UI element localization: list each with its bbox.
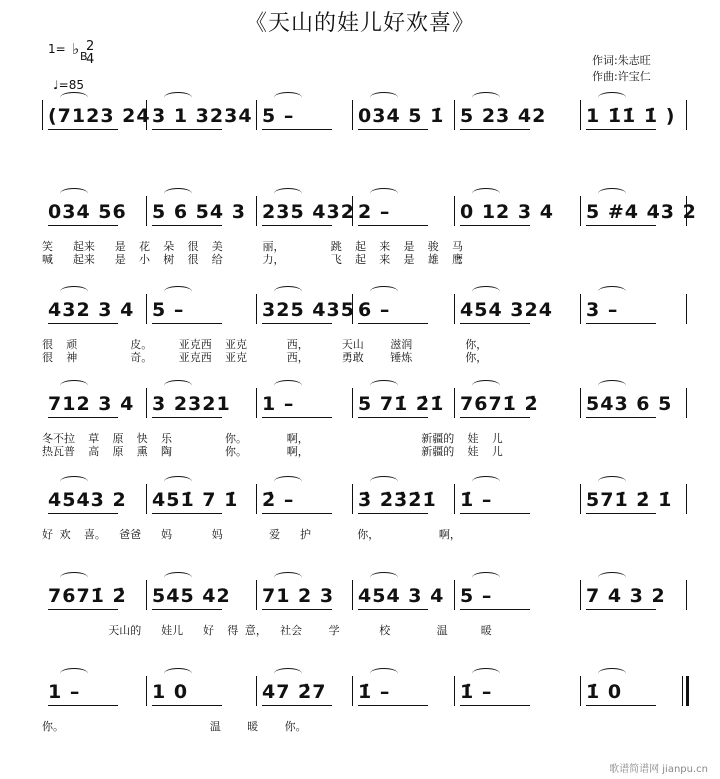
slur-arc (370, 188, 398, 199)
slur-arc (60, 188, 88, 199)
measure: (7123 24 (48, 105, 151, 127)
measure: 1̇ – (460, 489, 493, 511)
measure: 5 – (152, 299, 185, 321)
bar-line (682, 676, 683, 706)
beam-line (586, 225, 656, 226)
beam-line (460, 225, 530, 226)
measure: 2 – (358, 201, 391, 223)
beam-line (586, 323, 656, 324)
beam-line (48, 609, 118, 610)
measure: 71 2 3 (262, 585, 335, 607)
notes-line (42, 488, 690, 512)
measure: 1̇ 0 (586, 681, 623, 703)
beam-line (586, 705, 656, 706)
beam-line (48, 513, 118, 514)
slur-arc (274, 286, 302, 297)
bar-line (146, 196, 147, 226)
measure: 7671̇ 2̇ (460, 393, 539, 415)
beam-line (262, 609, 332, 610)
beam-line (586, 129, 656, 130)
bar-line (454, 294, 455, 324)
bar-line (256, 100, 257, 130)
beam-line (358, 609, 428, 610)
slur-arc (60, 92, 88, 103)
beam-line (262, 323, 332, 324)
beam-line (48, 323, 118, 324)
beam-line (586, 513, 656, 514)
slur-arc (164, 668, 192, 679)
bar-line (686, 676, 689, 706)
slur-arc (164, 572, 192, 583)
bar-line (146, 676, 147, 706)
bar-line (146, 484, 147, 514)
notes-line (42, 584, 690, 608)
bar-line (256, 196, 257, 226)
bar-line (352, 388, 353, 418)
slur-arc (598, 668, 626, 679)
measure: 235 432 (262, 201, 355, 223)
bar-line (256, 294, 257, 324)
lyric-line: 很 顽 皮。 亚克西 亚克 西， 天山 滋润 你， (42, 338, 488, 351)
beam-line (586, 417, 656, 418)
measure: 325 435 (262, 299, 355, 321)
measure: 1 – (48, 681, 81, 703)
measure: 3 1 3234 (152, 105, 253, 127)
slur-arc (472, 476, 500, 487)
beam-line (358, 705, 428, 706)
slur-arc (598, 188, 626, 199)
slur-arc (598, 92, 626, 103)
beam-line (152, 225, 222, 226)
page-title: 《天山的娃儿好欢喜》 (244, 11, 475, 36)
measure: 0 12 3 4 (460, 201, 554, 223)
bar-line (686, 294, 687, 324)
bar-line (454, 100, 455, 130)
slur-arc (472, 92, 500, 103)
key-prefix: 1= (48, 42, 66, 56)
beam-line (152, 513, 222, 514)
watermark: 歌谱简谱网 jianpu.cn (609, 764, 708, 775)
slur-arc (370, 476, 398, 487)
measure: 451̇ 7 1̇ (152, 489, 239, 511)
bar-line (42, 100, 43, 130)
tempo-mark: ♩=85 (53, 78, 84, 92)
lyric-line: 冬不拉 草 原 快 乐 你。 啊， 新疆的 娃 儿 (42, 432, 503, 445)
bar-line (256, 484, 257, 514)
slur-arc (598, 380, 626, 391)
notes-line (42, 392, 690, 416)
measure: 1 – (262, 393, 295, 415)
beam-line (48, 225, 118, 226)
beam-line (460, 417, 530, 418)
slur-arc (164, 476, 192, 487)
bar-line (580, 580, 581, 610)
slur-arc (274, 380, 302, 391)
measure: 454 3 4 (358, 585, 445, 607)
slur-arc (370, 92, 398, 103)
measure: 454 324 (460, 299, 553, 321)
slur-arc (164, 188, 192, 199)
slur-arc (472, 188, 500, 199)
beam-line (586, 609, 656, 610)
measure: 2̇ – (262, 489, 295, 511)
slur-arc (164, 380, 192, 391)
bar-line (580, 484, 581, 514)
slur-arc (598, 572, 626, 583)
measure: 5 – (262, 105, 295, 127)
beam-line (152, 705, 222, 706)
bar-line (686, 580, 687, 610)
slur-arc (598, 286, 626, 297)
slur-arc (60, 668, 88, 679)
beam-line (460, 513, 530, 514)
slur-arc (274, 476, 302, 487)
beam-line (48, 129, 118, 130)
lyric-line: 好 欢 喜。 爸爸 妈 妈 爱 护 你， 啊， (42, 528, 461, 541)
beam-line (262, 225, 332, 226)
beam-line (358, 129, 428, 130)
measure: 5 #4 43 2 (586, 201, 697, 223)
slur-arc (472, 572, 500, 583)
lyric-line: 很 神 奇。 亚克西 亚克 西， 勇敢 锤炼 你， (42, 351, 488, 364)
measure: 1 0 (152, 681, 189, 703)
measure: 3 2321 (152, 393, 231, 415)
bar-line (256, 676, 257, 706)
bar-line (580, 100, 581, 130)
time-top: 2 (86, 39, 95, 54)
bar-line (454, 484, 455, 514)
beam-line (152, 417, 222, 418)
beam-line (152, 323, 222, 324)
bar-line (146, 388, 147, 418)
beam-line (460, 609, 530, 610)
slur-arc (472, 668, 500, 679)
beam-line (48, 417, 118, 418)
measure: 712 3 4 (48, 393, 135, 415)
lyric-line: 喊 起来 是 小 树 很 给 力， 飞 起 来 是 雄 鹰 (42, 253, 464, 266)
beam-line (358, 417, 428, 418)
measure: 034 5 1̇ (358, 105, 445, 127)
time-signature (86, 40, 94, 66)
measure: 034 56 (48, 201, 127, 223)
slur-arc (164, 286, 192, 297)
bar-line (686, 484, 687, 514)
bar-line (352, 484, 353, 514)
slur-arc (598, 476, 626, 487)
bar-line (580, 294, 581, 324)
slur-arc (274, 668, 302, 679)
beam-line (152, 129, 222, 130)
beam-line (460, 323, 530, 324)
measure: 3̇ 2̇3̇2̇1̇ (358, 489, 437, 511)
beam-line (460, 705, 530, 706)
measure: 1 1̇1̇ 1̇ ) (586, 105, 676, 127)
slur-arc (370, 380, 398, 391)
bar-line (146, 294, 147, 324)
measure: 47 2̇7 (262, 681, 327, 703)
key-note: B (80, 50, 88, 63)
measure: 5 6 54 3 (152, 201, 246, 223)
bar-line (686, 100, 687, 130)
slur-arc (60, 286, 88, 297)
measure: 543 6 5 (586, 393, 673, 415)
measure: 571̇ 2̇ 1̇ (586, 489, 673, 511)
beam-line (152, 609, 222, 610)
notes-line (42, 200, 697, 224)
slur-arc (370, 572, 398, 583)
beam-line (48, 705, 118, 706)
beam-line (358, 225, 428, 226)
lyric-line: 笑 起来 是 花 朵 很 美 丽， 跳 起 来 是 骏 马 (42, 240, 464, 253)
bar-line (352, 580, 353, 610)
bar-line (686, 388, 687, 418)
lyric-line: 你。 温 暖 你。 (42, 720, 307, 733)
slur-arc (274, 572, 302, 583)
slur-arc (60, 476, 88, 487)
bar-line (580, 388, 581, 418)
beam-line (262, 129, 332, 130)
bar-line (352, 100, 353, 130)
flat-sign: ♭ (72, 40, 80, 58)
lyricist-credit: 作词:朱志旺 (592, 54, 651, 67)
bar-line (352, 676, 353, 706)
bar-line (256, 388, 257, 418)
bar-line (580, 196, 581, 226)
slur-arc (370, 286, 398, 297)
measure: 545 42 (152, 585, 231, 607)
slur-arc (472, 380, 500, 391)
measure: 5 23 42 (460, 105, 547, 127)
beam-line (262, 417, 332, 418)
beam-line (262, 513, 332, 514)
measure: 7671̇ 2̇ (48, 585, 127, 607)
measure: 432 3 4 (48, 299, 135, 321)
beam-line (460, 129, 530, 130)
lyric-line: 天山的 娃儿 好 得 意， 社会 学 校 温 暖 (42, 624, 492, 637)
measure: 7 4 3 2 (586, 585, 666, 607)
bar-line (454, 580, 455, 610)
beam-line (262, 705, 332, 706)
bar-line (580, 676, 581, 706)
measure: 6 – (358, 299, 391, 321)
measure: 5 71̇ 2̇1̇ (358, 393, 445, 415)
slur-arc (164, 92, 192, 103)
beam-line (358, 323, 428, 324)
measure: 1̇ – (358, 681, 391, 703)
time-bottom: 4 (86, 52, 95, 67)
bar-line (454, 196, 455, 226)
measure: 4543 2 (48, 489, 127, 511)
slur-arc (370, 668, 398, 679)
notes-line (42, 680, 690, 704)
lyric-line: 热瓦普 高 原 熏 陶 你。 啊， 新疆的 娃 儿 (42, 445, 503, 458)
measure: 5 – (460, 585, 493, 607)
bar-line (146, 580, 147, 610)
bar-line (454, 676, 455, 706)
slur-arc (472, 286, 500, 297)
measure: 3 – (586, 299, 619, 321)
slur-arc (274, 188, 302, 199)
beam-line (358, 513, 428, 514)
slur-arc (60, 380, 88, 391)
measure: 1̇ – (460, 681, 493, 703)
bar-line (256, 580, 257, 610)
bar-line (454, 388, 455, 418)
composer-credit: 作曲:许宝仁 (592, 70, 651, 83)
slur-arc (274, 92, 302, 103)
slur-arc (60, 572, 88, 583)
notes-line (42, 298, 690, 322)
notes-line (42, 104, 690, 128)
